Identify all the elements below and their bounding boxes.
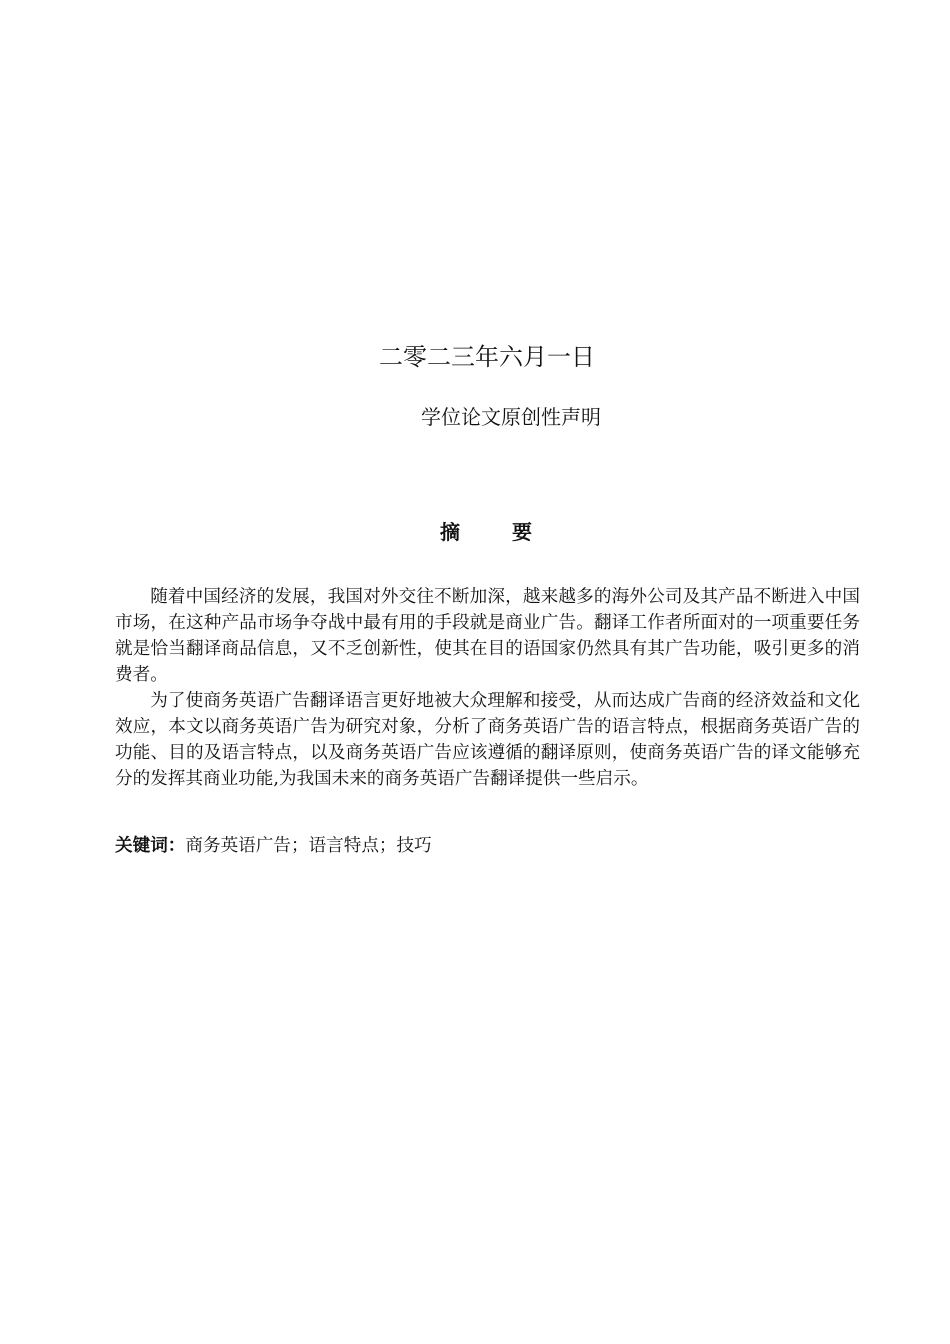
declaration-title: 学位论文原创性声明 <box>421 405 601 429</box>
abstract-body <box>115 584 860 792</box>
abstract-heading-char-2: 要 <box>512 520 532 544</box>
abstract-paragraph: 随着中国经济的发展，我国对外交往不断加深，越来越多的海外公司及其产品不断进入中国市场，在这种产品市场争夺战中最有用的手段就是商业广告。翻译工作者所面对的一项重要任务就是恰当翻译商品信息，又不乏创新性，使其在目的语国家仍然具有其广告功能，吸引更多的消费者。 <box>115 587 860 685</box>
keywords-value: 商务英语广告；语言特点；技巧 <box>185 836 432 856</box>
keywords-label: 关键词： <box>115 836 186 856</box>
abstract-heading <box>0 516 950 545</box>
abstract-heading-char-1: 摘 <box>440 520 460 544</box>
abstract-paragraph: 为了使商务英语广告翻译语言更好地被大众理解和接受，从而达成广告商的经济效益和文化效应，本文以商务英语广告为研究对象，分析了商务英语广告的语言特点，根据商务英语广告的功能、目的及语言特点，以及商务英语广告应该遵循的翻译原则，使商务英语广告的译文能够充分的发挥其商业功能,为我国未来的商务英语广告翻译提供一些启示。 <box>115 691 860 789</box>
keywords-line <box>115 833 860 859</box>
document-date: 二零二三年六月一日 <box>379 343 595 371</box>
